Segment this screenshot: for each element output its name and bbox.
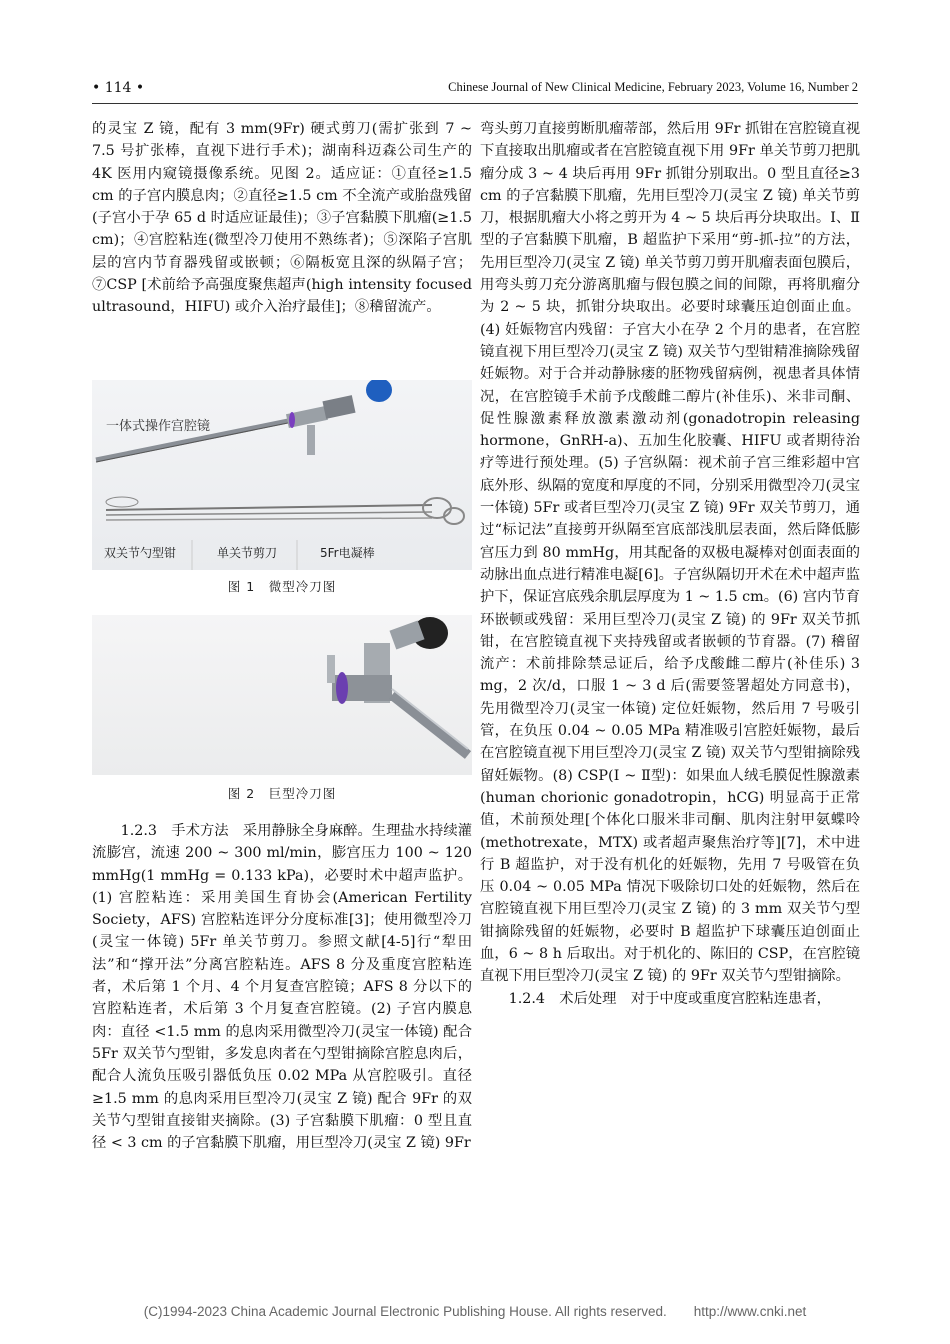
page-number: • 114 • <box>92 80 145 96</box>
instrument-forceps <box>106 505 432 510</box>
figure-1-label-c: 5Fr电凝棒 <box>320 546 375 560</box>
figure-1-image <box>92 380 472 570</box>
scope-valve <box>327 655 335 683</box>
figure-1-label-a: 双关节勺型钳 <box>104 546 177 560</box>
scope-ring <box>336 672 348 704</box>
paragraph: 1.2.3 手术方法 采用静脉全身麻醉。生理盐水持续灌流膨宫，流速 200 ~ 300 ml/min，膨宫压力 100 ~ 120 mmHg(1 mmHg = 0.133 kPa)，必要时术中超声监护。(1) 宫腔粘连：采用美国生育协会(American Fertility Society，AFS) 宫腔粘连评分分度标准[3]；使用微型冷刀(灵宝一体镜) 5Fr 单关节剪刀。参照文献[4-5]行“犁田法”和“撑开法”分离宫腔粘连。AFS 8 分及重度宫腔粘连者，术后第 1 个月、4 个月复查宫腔镜；AFS 8 分以下的宫腔粘连者，术后第 3 个月复查宫腔镜。(2) 子宫内膜息肉：直径 <1.5 mm 的息肉采用微型冷刀(灵宝一体镜) 配合 5Fr 双关节勺型钳，多发息肉者在勺型钳摘除宫腔息肉后，配合人流负压吸引器低负压 0.02 MPa 从宫腔吸引。直径≥1.5 mm 的息肉采用巨型冷刀(灵宝 Z 镜) 配合 9Fr 的双关节勺型钳直接钳夹摘除。(3) 子宫黏膜下肌瘤：0 型且直径 < 3 cm 的子宫黏膜下肌瘤，用巨型冷刀(灵宝 Z 镜) 9Fr <box>92 823 472 1152</box>
figure-1-label-main: 一体式操作宫腔镜 <box>106 419 211 434</box>
instrument-scissors <box>106 512 432 515</box>
scope-valve <box>307 425 315 455</box>
right-column <box>480 118 860 1010</box>
instrument-electrode <box>106 518 432 520</box>
paragraph: 的灵宝 Z 镜，配有 3 mm(9Fr) 硬式剪刀(需扩张到 7 ~ 7.5 号扩张棒，直视下进行手术)；湖南科迈森公司生产的 4K 医用内窥镜摄像系统。见图 2。适应证：①直径≥1.5 cm 的子宫内膜息肉；②直径≥1.5 cm 不全流产或胎盘残留(子宫小于孕 65 d 时适应证最佳)；③子宫黏膜下肌瘤(≥1.5 cm)；④宫腔粘连(微型冷刀使用不熟练者)；⑤深陷子宫肌层的宫内节育器残留或嵌顿；⑥隔板宽且深的纵隔子宫；⑦CSP [术前给予高强度聚焦超声(high intensity focused ultrasound，HIFU) 或介入治疗最佳]；⑧稽留流产。 <box>92 121 472 316</box>
scope-ring <box>289 412 295 428</box>
paragraph: 1.2.4 术后处理 对于中度或重度宫腔粘连患者， <box>508 990 831 1007</box>
hysteroscope-giant-illustration <box>92 615 472 775</box>
hysteroscope-micro-illustration <box>92 380 472 570</box>
paragraph: 弯头剪刀直接剪断肌瘤蒂部，然后用 9Fr 抓钳在宫腔镜直视下直接取出肌瘤或者在宫腔镜直视下用 9Fr 单关节剪刀把肌瘤分成 3 ~ 4 块后再用 9Fr 抓钳分别取出。0 型且直径≥3 cm 的子宫黏膜下肌瘤，先用巨型冷刀(灵宝 Z 镜) 单关节剪刀，根据肌瘤大小将之剪开为 4 ~ 5 块后再分块取出。Ⅰ、Ⅱ型的子宫黏膜下肌瘤，B 超监护下采用“剪-抓-拉”的方法，先用巨型冷刀(灵宝 Z 镜) 单关节剪刀剪开肌瘤表面包膜后，用弯头剪刀充分游离肌瘤与假包膜之间的间隙，再将肌瘤分为 2 ~ 5 块，抓钳分块取出。必要时球囊压迫创面止血。(4) 妊娠物宫内残留：子宫大小在孕 2 个月的患者，在宫腔镜直视下用巨型冷刀(灵宝 Z 镜) 双关节勺型钳精准摘除残留妊娠物。对于合并动静脉瘘的胚物残留病例，视患者具体情况，在宫腔镜手术前予戊酸雌二醇片(补佳乐)、米非司酮、促性腺激素释放激素激动剂(gonadotropin releasing hormone，GnRH-a)、五加生化胶囊、HIFU 或者期待治疗等进行预处理。(5) 子宫纵隔：视术前子宫三维彩超中宫底外形、纵隔的宽度和厚度的不同，分别采用微型冷刀(灵宝一体镜) 5Fr 或者巨型冷刀(灵宝 Z 镜) 9Fr 双关节剪刀，通过“标记法”直接剪开纵隔至宫底部浅肌层表面，然后降低膨宫压力到 80 mmHg，用其配备的双极电凝棒对创面表面的动脉出血点进行精准电凝[6]。子宫纵隔切开术在术中超声监护下，保证宫底残余肌层厚度为 1 ~ 1.5 cm。(6) 宫内节育环嵌顿或残留：采用巨型冷刀(灵宝 Z 镜) 的 9Fr 双关节抓钳，在宫腔镜直视下夹持残留或者嵌顿的节育器。(7) 稽留流产：术前排除禁忌证后，给予戊酸雌二醇片(补佳乐) 3 mg，2 次/d，口服 1 ~ 3 d 后(需要签署超处方同意书)，先用微型冷刀(灵宝一体镜) 定位妊娠物，然后用 7 号吸引管，在负压 0.04 ~ 0.05 MPa 精准吸引宫腔妊娠物，最后在宫腔镜直视下用巨型冷刀(灵宝 Z 镜) 双关节勺型钳摘除残留妊娠物。(8) CSP(Ⅰ ~ Ⅱ型)：如果血人绒毛膜促性腺激素(human chorionic gonadotropin，hCG) 明显高于正常值，术前预处理[个体化口服米非司酮、肌肉注射甲氨蝶呤(methotrexate，MTX) 或者超声聚焦治疗等][7]，术中进行 B 超监护，对于没有机化的妊娠物，先用 7 号吸管在负压 0.04 ~ 0.05 MPa 情况下吸除切口处的妊娠物，然后在宫腔镜直视下用巨型冷刀(灵宝 Z 镜) 的 3 mm 双关节勺型钳摘除残留的妊娠物，必要时 B 超监护下球囊压迫创面止血，6 ~ 8 h 后取出。对于机化的、陈旧的 CSP，在宫腔镜直视下用巨型冷刀(灵宝 Z 镜) 的 9Fr 双关节勺型钳摘除。 <box>480 121 860 985</box>
copyright-footer: (C)1994-2023 China Academic Journal Electronic Publishing House. All rights reserved. http://www.cnki.net <box>143 1304 807 1319</box>
figure-2-image <box>92 615 472 775</box>
scope-eyepiece-housing <box>322 395 355 419</box>
page-header <box>92 80 858 102</box>
scope-shaft-highlight <box>392 689 468 749</box>
journal-title: Chinese Journal of New Clinical Medicine, February 2023, Volume 16, Number 2 <box>448 80 858 94</box>
left-column-bottom <box>92 820 472 1154</box>
instrument-handle-ring <box>423 498 451 518</box>
figure-2-caption: 图 2 巨型冷刀图 <box>227 786 337 801</box>
figure-1-label-b: 单关节剪刀 <box>217 546 278 560</box>
left-column-top <box>92 118 472 319</box>
figure-1-caption: 图 1 微型冷刀图 <box>227 579 337 594</box>
scope-shaft <box>392 695 468 755</box>
header-rule <box>92 103 858 104</box>
scope-eyepiece <box>366 380 392 402</box>
instrument-tip-ring <box>106 497 138 507</box>
